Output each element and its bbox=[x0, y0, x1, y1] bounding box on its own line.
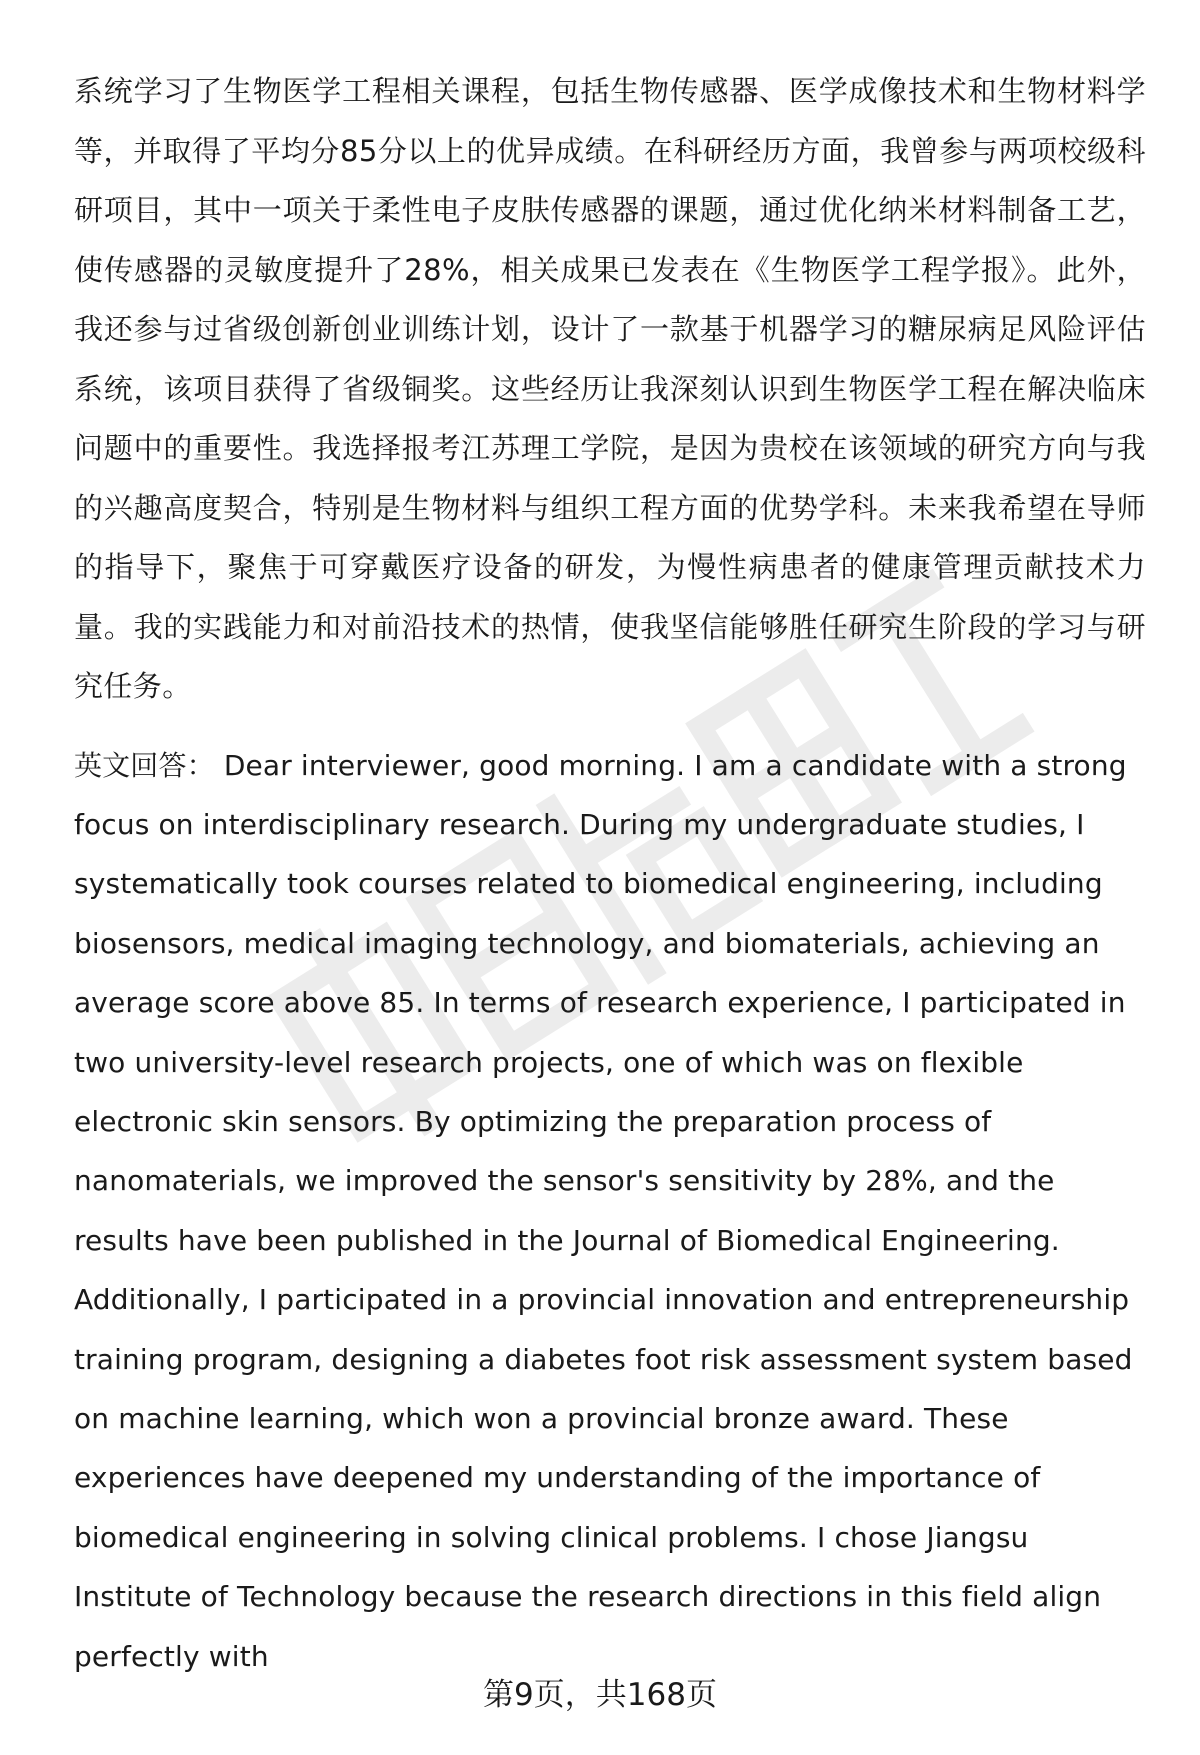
page-number: 第9页，共168页 bbox=[483, 1677, 717, 1713]
english-answer-label: 英文回答： bbox=[74, 748, 215, 782]
english-answer-paragraph bbox=[74, 736, 1146, 1687]
english-answer-text: Dear interviewer, good morning. I am a candidate with a strong focus on interdisciplinary research. During my undergraduate studies, I systematically took courses related to biomedical engineering, including biosensors, medical imaging technology, and biomaterials, achieving an average score above 85. In terms of research experience, I participated in two university-level research projects, one of which was on flexible electronic skin sensors. By optimizing the preparation process of nanomaterials, we improved the sensor's sensitivity by 28%, and the results have been published in the Journal of Biomedical Engineering. Additionally, I participated in a provincial innovation and entrepreneurship training program, designing a diabetes foot risk assessment system based on machine learning, which won a provincial bronze award. These experiences have deepened my understanding of the importance of biomedical engineering in solving clinical problems. I chose Jiangsu Institute of Technology because the research directions in this field align perfectly with bbox=[74, 748, 1133, 1673]
document-body bbox=[74, 62, 1146, 1686]
chinese-paragraph: 系统学习了生物医学工程相关课程，包括生物传感器、医学成像技术和生物材料学等，并取得了平均分85分以上的优异成绩。在科研经历方面，我曾参与两项校级科研项目，其中一项关于柔性电子皮肤传感器的课题，通过优化纳米材料制备工艺，使传感器的灵敏度提升了28%，相关成果已发表在《生物医学工程学报》。此外，我还参与过省级创新创业训练计划，设计了一款基于机器学习的糖尿病足风险评估系统，该项目获得了省级铜奖。这些经历让我深刻认识到生物医学工程在解决临床问题中的重要性。我选择报考江苏理工学院，是因为贵校在该领域的研究方向与我的兴趣高度契合，特别是生物材料与组织工程方面的优势学科。未来我希望在导师的指导下，聚焦于可穿戴医疗设备的研发，为慢性病患者的健康管理贡献技术力量。我的实践能力和对前沿技术的热情，使我坚信能够胜任研究生阶段的学习与研究任务。 bbox=[74, 74, 1146, 703]
